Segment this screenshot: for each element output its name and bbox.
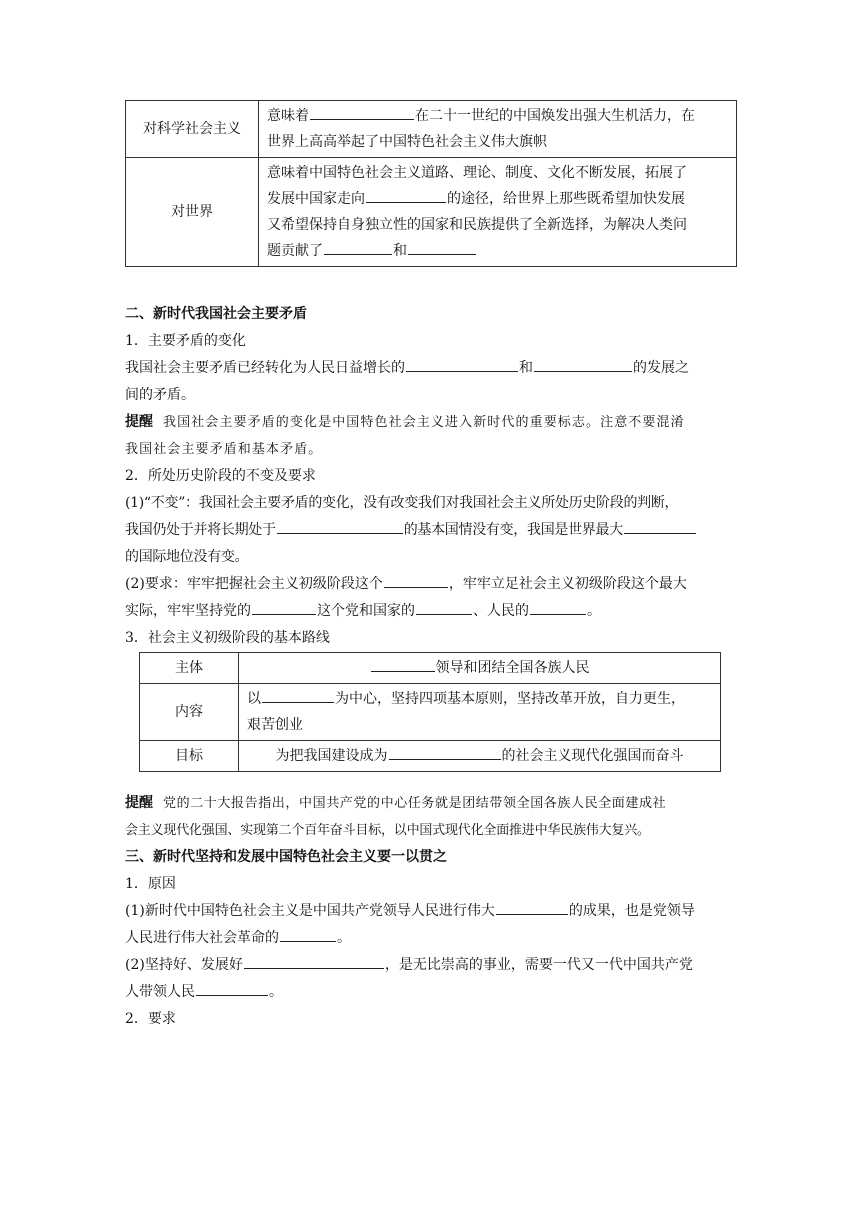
fill-blank <box>262 701 334 703</box>
fill-blank <box>244 967 384 969</box>
row-label: 对世界 <box>126 158 259 267</box>
fill-blank <box>534 370 632 372</box>
fill-blank <box>196 994 268 996</box>
row-content: 领导和团结全国各族人民 <box>239 653 721 684</box>
row-content: 以 为中心，坚持四项基本原则，坚持改革开放，自力更生， 艰苦创业 <box>239 684 721 741</box>
row-content: 意味着中国特色社会主义道路、理论、制度、文化不断发展，拓展了 发展中国家走向 的途径，给世界上那些既希望加快发展 又希望保持自身独立性的国家和民族提供了全新选择，为解决人类问 题贡献了 和 <box>259 158 737 267</box>
row-label: 内容 <box>140 684 239 741</box>
table-basic-line <box>139 652 721 772</box>
table-row <box>140 653 721 684</box>
paragraph: 我国社会主要矛盾已经转化为人民日益增长的 和 的发展之 间的矛盾。 <box>125 360 689 403</box>
subsection-title: 2．所处历史阶段的不变及要求 <box>125 468 316 484</box>
table-significance <box>125 100 737 267</box>
document-page <box>125 100 737 1033</box>
row-label: 主体 <box>140 653 239 684</box>
paragraph: (1)新时代中国特色社会主义是中国共产党领导人民进行伟大 的成果，也是党领导 人民进行伟大社会革命的 。 <box>125 903 695 946</box>
fill-blank <box>496 913 568 915</box>
section-heading: 二、新时代我国社会主要矛盾 <box>125 306 307 322</box>
tip-keyword: 提醒 <box>125 414 153 430</box>
paragraph: (1)“不变”：我国社会主要矛盾的变化，没有改变我们对我国社会主义所处历史阶段的判断， 我国仍处于并将长期处于 的基本国情没有变，我国是世界最大 的国际地位没有变。 <box>125 490 737 571</box>
row-label: 对科学社会主义 <box>126 101 259 158</box>
table-row <box>140 684 721 741</box>
fill-blank <box>416 613 472 615</box>
row-content: 意味着 在二十一世纪的中国焕发出强大生机活力，在 世界上高高举起了中国特色社会主义伟大旗帜 <box>259 101 737 158</box>
fill-blank <box>277 532 403 534</box>
row-content: 为把我国建设成为 的社会主义现代化强国而奋斗 <box>239 741 721 772</box>
paragraph: (2)要求：牢牢把握社会主义初级阶段这个 ，牢牢立足社会主义初级阶段这个最大 实际，牢牢坚持党的 这个党和国家的 、人民的 。 <box>125 576 687 619</box>
row-label: 目标 <box>140 741 239 772</box>
table-row <box>140 741 721 772</box>
fill-blank <box>389 758 501 760</box>
fill-blank <box>384 586 448 588</box>
section-heading: 三、新时代坚持和发展中国特色社会主义要一以贯之 <box>125 849 447 865</box>
fill-blank <box>406 370 518 372</box>
table-row <box>126 158 737 267</box>
fill-blank <box>371 670 435 672</box>
tip-note: 提醒 党的二十大报告指出，中国共产党的中心任务就是团结带领全国各族人民全面建成社 会主义现代化强国、实现第二个百年奋斗目标，以中国式现代化全面推进中华民族伟大复兴。 <box>125 795 667 838</box>
fill-blank <box>280 940 336 942</box>
subsection-title: 2．要求 <box>125 1011 176 1027</box>
fill-blank <box>408 253 476 255</box>
fill-blank <box>530 613 586 615</box>
fill-blank <box>310 118 414 120</box>
tip-note: 提醒 我国社会主要矛盾的变化是中国特色社会主义进入新时代的重要标志。注意不要混淆 我国社会主要矛盾和基本矛盾。 <box>125 414 685 457</box>
table-row <box>126 101 737 158</box>
fill-blank <box>324 253 392 255</box>
tip-keyword: 提醒 <box>125 795 153 811</box>
subsection-title: 1．主要矛盾的变化 <box>125 333 246 349</box>
fill-blank <box>252 613 316 615</box>
paragraph: (2)坚持好、发展好 ，是无比崇高的事业，需要一代又一代中国共产党 人带领人民 。 <box>125 957 693 1000</box>
fill-blank <box>624 532 696 534</box>
subsection-title: 3．社会主义初级阶段的基本路线 <box>125 630 330 646</box>
fill-blank <box>366 201 446 203</box>
subsection-title: 1．原因 <box>125 876 176 892</box>
